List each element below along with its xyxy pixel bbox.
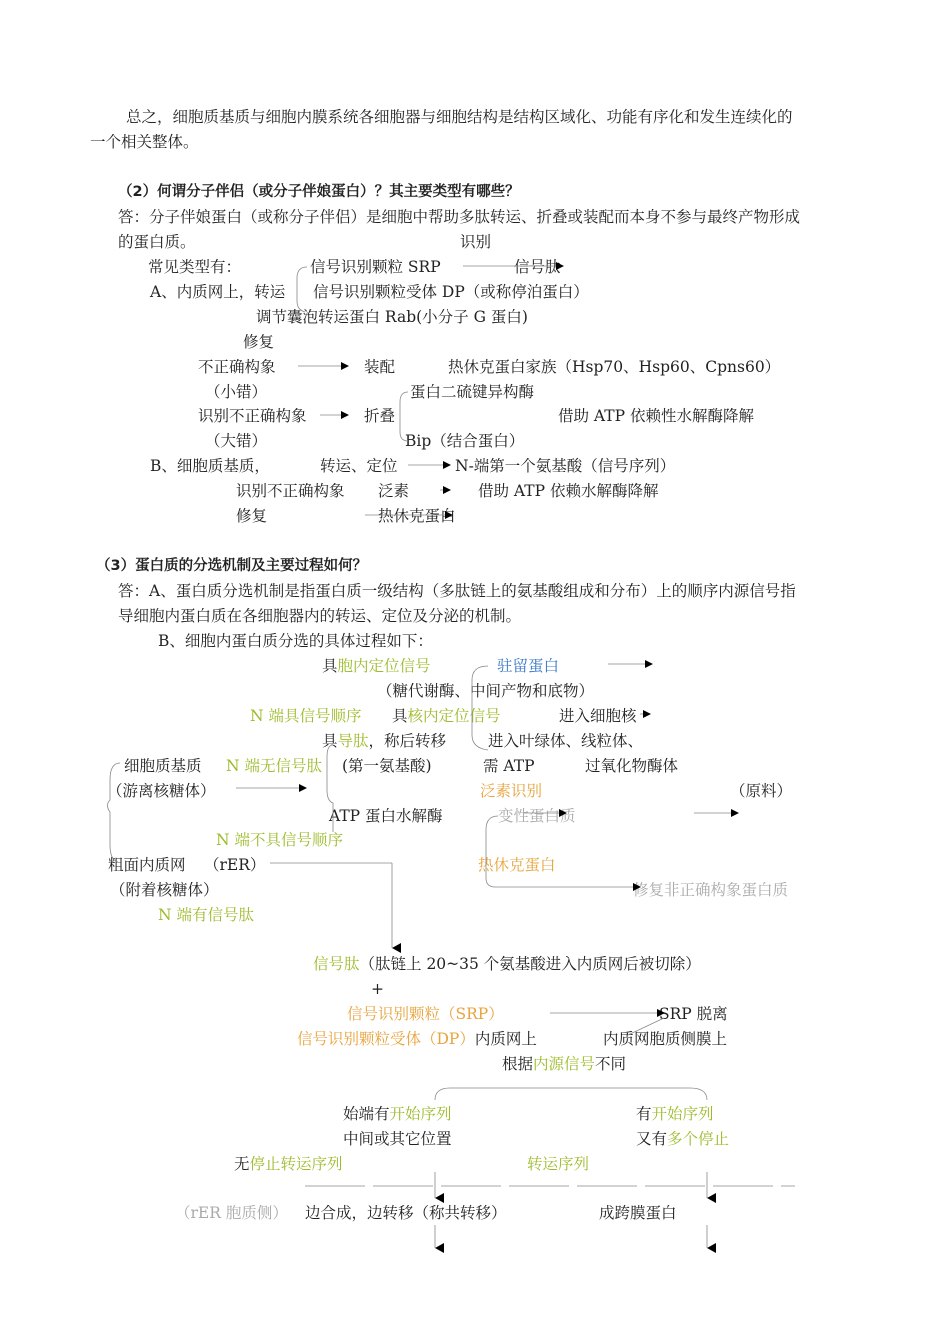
q2-heading: （2）何谓分子伴侣（或分子伴娘蛋白）？其主要类型有哪些？ [118, 184, 520, 200]
q2-n-terminal: N-端第一个氨基酸（信号序列） [455, 457, 676, 475]
q2-recognize-incorrect: 识别不正确构象 [198, 407, 307, 425]
q2-ubiquitin: 泛素 [378, 482, 410, 500]
q2-recognize-incorrect-2: 识别不正确构象 [236, 482, 345, 500]
q2-b-label: B、细胞质基质， [150, 457, 270, 475]
q3-n-has-signal-seq: N 端具信号顺序 [250, 707, 362, 725]
q3-plus: + [371, 980, 384, 998]
q3-peroxisome: 过氧化物酶体 [585, 757, 679, 775]
q2-answer-line-2: 的蛋白质。 [118, 233, 196, 251]
q2-dp: 信号识别颗粒受体 DP（或称停泊蛋白） [313, 283, 589, 301]
q2-recognize-label: 识别 [460, 233, 492, 251]
q3-er-cyto-side: 内质网胞质侧膜上 [603, 1030, 728, 1048]
q3-enter-nucleus: 进入细胞核 [559, 707, 637, 725]
q3-hsp: 热休克蛋白 [478, 856, 556, 874]
q3-middle: 中间或其它位置 [343, 1130, 452, 1148]
q3-n-has-signal-peptide: N 端有信号肽 [158, 906, 254, 924]
q3-metabolic-enzymes: （糖代谢酶、中间产物和底物） [377, 682, 595, 700]
q2-hsp-family: 热休克蛋白家族（Hsp70、Hsp60、Cpns60） [448, 358, 781, 376]
q2-folding: 折叠 [364, 407, 396, 425]
q3-no-stop-line: 无停止转运序列 [234, 1155, 343, 1173]
q3-resident-protein: 驻留蛋白 [497, 657, 560, 675]
q3-n-no-signal-peptide: N 端无信号肽 [226, 757, 322, 775]
q3-srp: 信号识别颗粒（SRP） [347, 1005, 504, 1023]
q3-ubiquitin-recog: 泛素识别 [480, 782, 543, 800]
q2-atp-hydrolase: 借助 ATP 依赖性水解酶降解 [558, 407, 754, 425]
q3-free-ribosome: （游离核糖体） [107, 782, 216, 800]
q2-common-types: 常见类型有： [148, 258, 242, 276]
q3-has-peptide: 具导肽，称后转移 [322, 732, 447, 750]
q3-need-atp: 需 ATP [483, 757, 535, 775]
q2-incorrect-conf: 不正确构象 [198, 358, 276, 376]
q3-have-start-seq-line: 有开始序列 [636, 1105, 714, 1123]
q2-repair-2: 修复 [236, 507, 268, 525]
q2-bip: Bip（结合蛋白） [405, 432, 525, 450]
q3-denatured: 变性蛋白质 [498, 807, 576, 825]
summary-line-2: 一个相关整体。 [90, 133, 199, 151]
q2-small-error: （小错） [205, 383, 268, 401]
q2-rab: 调节囊泡转运蛋白 Rab(小分子 G 蛋白) [256, 308, 528, 326]
q3-cotranslational: 边合成，边转移（称共转移） [305, 1204, 507, 1222]
q3-atp-protease: ATP 蛋白水解酶 [329, 807, 443, 825]
q3-heading: （3）蛋白质的分选机制及主要过程如何？ [96, 558, 368, 574]
q2-srp: 信号识别颗粒 SRP [310, 258, 441, 276]
q3-first-aa: (第一氨基酸) [342, 757, 432, 775]
q2-hsp-2: 热休克蛋白 [378, 507, 456, 525]
q3-n-no-signal-seq: N 端不具信号顺序 [216, 831, 343, 849]
q3-attached-ribosome: （附着核糖体） [110, 881, 219, 899]
q2-signal-peptide: 信号肽 [514, 258, 561, 276]
q2-transport-locate: 转运、定位 [320, 457, 398, 475]
q3-signal-peptide-line: 信号肽（肽链上 20~35 个氨基酸进入内质网后被切除） [313, 955, 701, 973]
q3-transmembrane: 成跨膜蛋白 [599, 1204, 677, 1222]
q2-assembly: 装配 [364, 358, 396, 376]
q2-pdi: 蛋白二硫键异构酶 [410, 383, 535, 401]
q3-rer-cyto: （rER 胞质侧） [175, 1204, 288, 1222]
q2-repair: 修复 [243, 333, 275, 351]
q3-repair-incorrect: 修复非正确构象蛋白质 [633, 881, 789, 899]
q3-answer-line-2: 导细胞内蛋白质在各细胞器内的转运、定位及分泌的机制。 [118, 607, 522, 625]
q3-srp-release: SRP 脱离 [659, 1005, 728, 1023]
q3-dp-line: 信号识别颗粒受体（DP）内质网上 [297, 1030, 537, 1048]
q3-rer: （rER） [204, 856, 266, 874]
q3-rough-er: 粗面内质网 [108, 856, 186, 874]
q2-atp-hydrolase-2: 借助 ATP 依赖水解酶降解 [478, 482, 659, 500]
q3-transfer-seq: 转运序列 [527, 1155, 590, 1173]
q2-big-error: （大错） [205, 432, 268, 450]
summary-line-1: 总之，细胞质基质与细胞内膜系统各细胞器与细胞结构是结构区域化、功能有序化和发生连续化的 [126, 108, 793, 126]
q3-has-nuclear-signal: 具核内定位信号 [392, 707, 501, 725]
q3-cytosol: 细胞质基质 [124, 757, 202, 775]
q3-answer-line-1: 答：A、蛋白质分选机制是指蛋白质一级结构（多肽链上的氨基酸组成和分布）上的顺序内源信号指 [118, 582, 796, 600]
q3-b-line: B、细胞内蛋白质分选的具体过程如下： [158, 632, 433, 650]
q3-has-intracell-signal: 具胞内定位信号 [322, 657, 431, 675]
q3-start-seq-line: 始端有开始序列 [343, 1105, 452, 1123]
q2-a-label: A、内质网上，转运 [150, 283, 286, 301]
q2-answer-line-1: 答：分子伴娘蛋白（或称分子伴侣）是细胞中帮助多肽转运、折叠或装配而本身不参与最终产物形成 [118, 208, 801, 226]
q3-enter-chloro: 进入叶绿体、线粒体、 [488, 732, 644, 750]
q3-raw: （原料） [730, 782, 793, 800]
q3-multi-stop-line: 又有多个停止 [636, 1130, 730, 1148]
q3-according-line: 根据内源信号不同 [502, 1055, 627, 1073]
